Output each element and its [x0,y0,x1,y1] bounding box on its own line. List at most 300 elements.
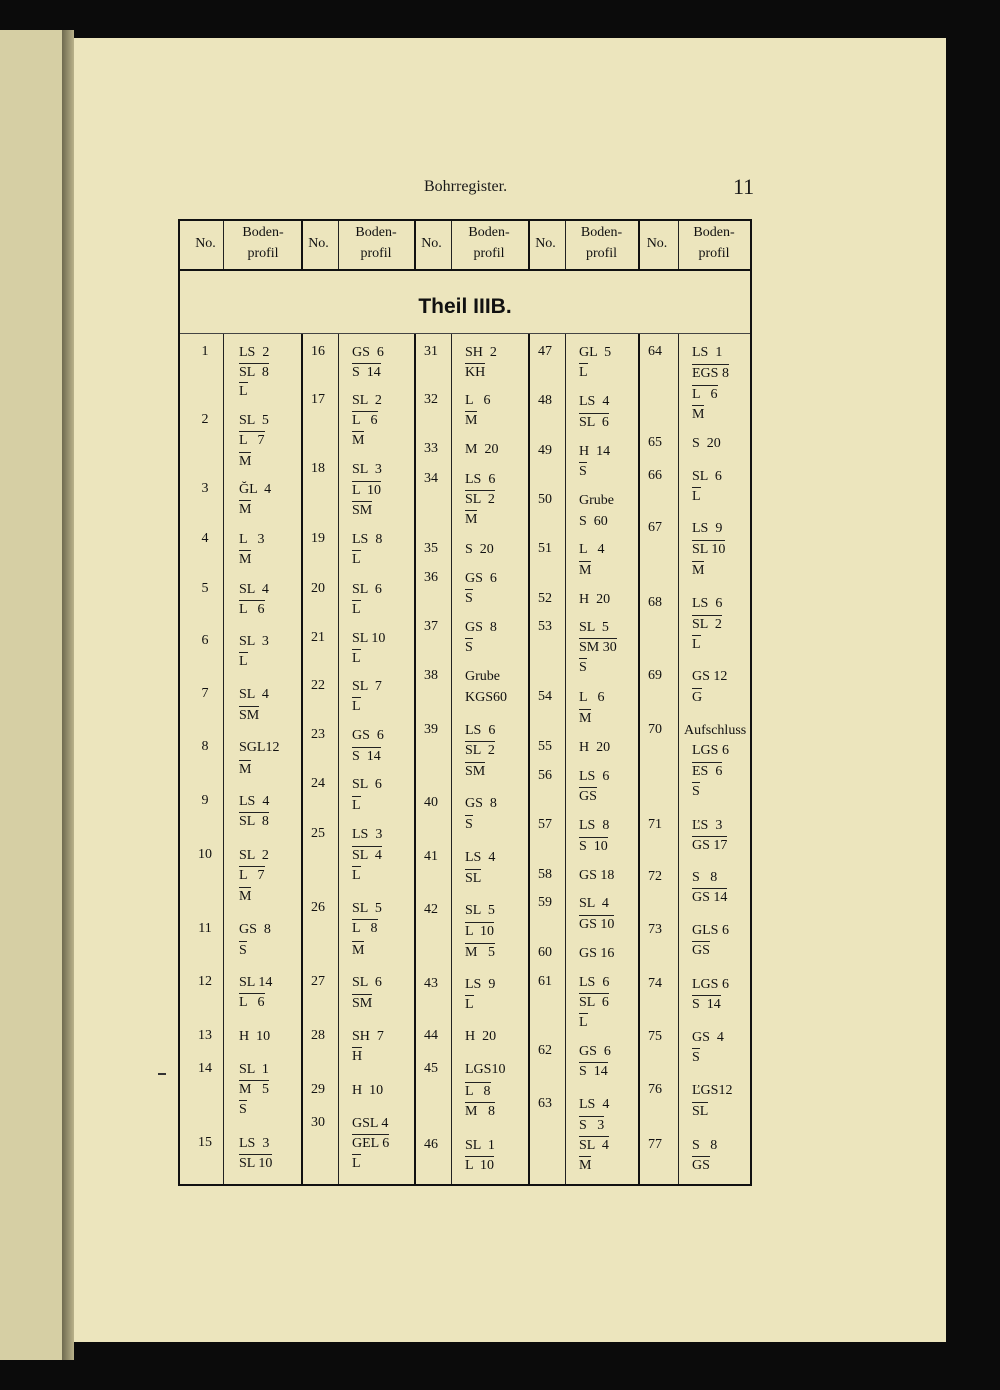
soil-profile-layer [692,762,722,780]
soil-profile-layer [465,589,473,607]
soil-code: GS 16 [579,946,615,961]
entry-number: 9 [201,793,209,808]
soil-code: ĞL 4 [239,482,272,497]
soil-code: SL 2 [465,743,495,758]
soil-profile-layer [692,688,702,706]
soil-profile-layer [239,580,269,598]
soil-code: LS 4 [239,794,270,809]
soil-code: S [239,943,247,958]
soil-profile-layer [579,1156,591,1174]
soil-profile-layer [465,1156,494,1174]
entry-number: 11 [198,921,212,936]
soil-code: LS 8 [579,818,610,833]
soil-code: GSL 4 [352,1116,389,1131]
soil-profile-layer [692,975,729,993]
soil-profile-layer [579,709,591,727]
entry-number: 13 [198,1028,212,1043]
soil-code: ĽGS12 [692,1083,733,1098]
soil-code: L 6 [465,393,491,408]
soil-profile-layer [692,594,722,612]
soil-profile-layer [352,1154,361,1172]
soil-code: G [692,690,703,705]
entry-number: 72 [648,869,662,884]
soil-profile-layer [692,364,729,382]
entry-number: 31 [424,344,438,359]
soil-code: L 6 [239,995,265,1010]
soil-code: GS 6 [579,1044,611,1059]
soil-profile-layer [692,816,722,834]
entry-number: 56 [538,768,552,783]
soil-profile-layer [579,590,610,608]
soil-profile-layer [352,501,372,519]
soil-profile-layer [352,530,382,548]
soil-profile-layer [239,1134,269,1152]
soil-code: SL 8 [239,814,269,829]
soil-profile-layer [579,413,609,431]
soil-code: KH [465,365,486,380]
soil-code: M [465,512,478,527]
soil-code: M [465,413,478,428]
entry-number: 19 [311,531,325,546]
soil-profile-layer [465,721,495,739]
soil-code: M [239,552,252,567]
soil-profile-layer [352,460,382,478]
soil-code: SL 6 [352,975,382,990]
soil-code: SL 10 [239,1156,273,1171]
book-gutter [62,30,74,1360]
soil-profile-layer [239,363,269,381]
soil-profile-layer [579,658,587,676]
soil-profile-layer [465,618,497,636]
soil-code: LS 4 [579,394,610,409]
soil-profile-layer [692,1028,724,1046]
soil-code: GS [692,943,710,958]
soil-code: GS 18 [579,868,615,883]
soil-profile-layer [579,944,614,962]
soil-code: H 20 [579,592,611,607]
entry-number: 33 [424,441,438,456]
soil-code: L [465,997,474,1012]
soil-profile-layer [239,866,265,884]
soil-profile-layer [352,697,361,715]
soil-code: S 10 [579,839,608,854]
entry-number: 28 [311,1028,325,1043]
entry-number: 1 [201,344,209,359]
section-title: Theil IIIB. [418,295,512,318]
soil-code: S [579,464,587,479]
soil-code: L 6 [239,602,265,617]
soil-profile-layer [352,1047,362,1065]
soil-profile-layer [684,721,746,739]
soil-code: SL 5 [239,413,269,428]
header-profile-line2: profil [360,246,392,261]
soil-code: LS 8 [352,532,383,547]
soil-profile-layer [239,792,269,810]
soil-code: SL 4 [239,687,269,702]
soil-code: S 20 [692,436,721,451]
entry-number: 34 [424,471,438,486]
entry-number: 18 [311,461,325,476]
soil-code: SL 6 [352,777,382,792]
soil-profile-layer [692,519,722,537]
soil-code: L 8 [465,1084,491,1099]
soil-code: H 10 [239,1029,271,1044]
soil-code: LS 1 [692,345,723,360]
header-no: No. [308,236,329,251]
soil-code: L [352,552,361,567]
soil-code: H 14 [579,444,611,459]
soil-code: GS 10 [579,917,615,932]
soil-profile-layer [239,1100,247,1118]
entry-number: 22 [311,678,325,693]
soil-profile-layer [239,1027,270,1045]
soil-profile-layer [579,561,591,579]
soil-profile-layer [239,993,265,1011]
entry-number: 10 [198,847,212,862]
soil-profile-layer [692,1081,732,1099]
soil-profile-layer [352,649,361,667]
soil-profile-layer [692,1048,700,1066]
facing-page-edge [0,30,65,1360]
soil-code: SL 4 [579,1138,609,1153]
soil-code: LS 3 [352,827,383,842]
entry-number: 17 [311,392,325,407]
entry-number: 41 [424,849,438,864]
soil-code: SL 1 [239,1062,269,1077]
soil-profile-layer [352,941,364,959]
entry-number: 7 [201,686,209,701]
soil-profile-layer [239,411,269,429]
soil-code: SL 4 [579,896,609,911]
entry-number: 26 [311,900,325,915]
soil-code: SL 10 [352,631,386,646]
soil-code: SH 2 [465,345,497,360]
soil-code: S 14 [579,1064,608,1079]
soil-code: S 60 [579,514,608,529]
soil-profile-layer [465,848,495,866]
header-profile-line2: profil [473,246,505,261]
soil-code: M 5 [465,945,495,960]
soil-code: S 8 [692,870,718,885]
soil-profile-layer [239,382,248,400]
soil-profile-layer [465,1136,495,1154]
soil-profile-layer [465,391,491,409]
soil-profile-layer [692,1136,717,1154]
soil-profile-layer [352,796,361,814]
soil-code: SL 2 [465,492,495,507]
header-rule [180,333,750,334]
soil-code: M 8 [465,1104,495,1119]
soil-profile-layer [692,615,722,633]
soil-profile-layer [352,919,378,937]
soil-code: LGS 6 [692,743,729,758]
soil-code: S [692,784,700,799]
column-divider [638,334,640,1184]
soil-code: H 20 [465,1029,497,1044]
soil-profile-layer [579,363,588,381]
page-number: 11 [733,174,755,199]
soil-profile-layer [579,1116,604,1134]
soil-profile-layer [579,688,605,706]
entry-number: 61 [538,974,552,989]
entry-number: 20 [311,581,325,596]
header-profile-line1: Boden- [693,225,735,240]
soil-code: L [239,654,248,669]
soil-code: SL 8 [239,365,269,380]
soil-code: LS 9 [465,977,496,992]
soil-code: SL 6 [352,582,382,597]
header-profile-line2: profil [698,246,730,261]
entry-number: 67 [648,520,662,535]
soil-code: SL [465,871,482,886]
soil-code: M 20 [465,442,499,457]
soil-code: SL 2 [352,393,382,408]
soil-code: L [352,699,361,714]
entry-number: 32 [424,392,438,407]
entry-number: 65 [648,435,662,450]
entry-number: 51 [538,541,552,556]
soil-code: M [692,563,705,578]
column-divider [338,334,339,1184]
soil-profile-layer [692,385,718,403]
soil-profile-layer [692,434,721,452]
soil-profile-layer [579,973,609,991]
soil-code: L 3 [239,532,265,547]
entry-number: 54 [538,689,552,704]
entry-number: 76 [648,1082,662,1097]
entry-number: 70 [648,722,662,737]
soil-profile-layer [239,941,247,959]
soil-code: L 7 [239,868,265,883]
soil-profile-layer [239,452,251,470]
soil-code: L [352,1156,361,1171]
soil-code: M [579,1158,592,1173]
soil-code: S [239,1102,247,1117]
entry-number: 71 [648,817,662,832]
soil-code: L [692,637,701,652]
soil-profile-layer [692,741,729,759]
soil-profile-layer [579,1062,608,1080]
entry-number: 77 [648,1137,662,1152]
soil-code: H [352,1049,363,1064]
column-divider [451,334,452,1184]
soil-profile-layer [692,782,700,800]
soil-profile-layer [692,343,722,361]
entry-number: 64 [648,344,662,359]
soil-profile-layer [692,888,727,906]
soil-code: SL 2 [692,617,722,632]
soil-profile-layer [352,431,364,449]
soil-code: LGS10 [465,1062,506,1077]
soil-profile-layer [239,500,251,518]
entry-number: 4 [201,531,209,546]
soil-code: M [239,502,252,517]
soil-code: M [579,563,592,578]
soil-profile-layer [239,812,269,830]
soil-code: GS [579,789,597,804]
soil-profile-layer [239,652,248,670]
soil-code: S 14 [352,749,381,764]
soil-code: LS 6 [465,472,496,487]
soil-code: GS 12 [692,669,728,684]
entry-number: 75 [648,1029,662,1044]
soil-profile-layer [352,600,361,618]
soil-code: S 20 [465,542,494,557]
soil-profile-layer [579,1136,609,1154]
entry-number: 40 [424,795,438,810]
entry-number: 50 [538,492,552,507]
soil-profile-layer [465,869,481,887]
soil-code: SM [239,708,260,723]
soil-code: S 3 [579,1118,605,1133]
soil-profile-layer [579,894,609,912]
soil-code: GS 8 [465,620,497,635]
soil-profile-layer [692,868,717,886]
column-divider [565,334,566,1184]
entry-number: 68 [648,595,662,610]
soil-profile-layer [465,540,494,558]
soil-profile-layer [465,794,497,812]
soil-code: SL 5 [352,901,382,916]
soil-code: GLS 6 [692,923,729,938]
soil-profile-layer [239,431,265,449]
soil-code: GS 6 [352,345,384,360]
soil-code: ĽS 3 [692,818,723,833]
soil-profile-layer [239,600,265,618]
entry-number: 12 [198,974,212,989]
soil-profile-layer [465,688,507,706]
soil-code: LGS 6 [692,977,729,992]
soil-code: L 6 [352,413,378,428]
soil-profile-layer [352,825,382,843]
soil-code: SGL12 [239,740,280,755]
soil-profile-layer [692,836,727,854]
entry-number: 23 [311,727,325,742]
header-no: No. [646,236,668,251]
soil-code: SL 1 [465,1138,495,1153]
soil-code: EGS 8 [692,366,729,381]
soil-profile-layer [465,943,495,961]
soil-profile-layer [465,995,474,1013]
entry-number: 25 [311,826,325,841]
column-divider [223,334,224,1184]
soil-profile-layer [579,1013,588,1031]
soil-profile-layer [579,837,608,855]
soil-code: SM [352,996,373,1011]
entry-number: 14 [198,1061,212,1076]
soil-profile-layer [352,994,372,1012]
soil-profile-layer [579,512,608,530]
soil-profile-layer [692,1102,708,1120]
header-rule [180,269,750,271]
entry-number: 36 [424,570,438,585]
soil-profile-layer [692,487,701,505]
entry-number: 38 [424,668,438,683]
soil-profile-layer [352,1114,388,1132]
soil-profile-layer [352,899,382,917]
soil-code: M [239,454,252,469]
entry-number: 66 [648,468,662,483]
entry-number: 42 [424,902,438,917]
entry-number: 59 [538,895,552,910]
soil-profile-layer [465,510,477,528]
soil-code: L 10 [465,924,495,939]
soil-code: Grube [465,669,500,684]
soil-profile-layer [239,738,279,756]
soil-profile-layer [579,392,609,410]
soil-profile-layer [579,1042,611,1060]
entry-number: 15 [198,1135,212,1150]
entry-number: 45 [424,1061,438,1076]
header-no: No. [195,236,216,251]
soil-code: LS 6 [465,723,496,738]
soil-code: SL 6 [579,415,609,430]
soil-code: SL 3 [352,462,382,477]
soil-code: S 8 [692,1138,718,1153]
entry-number: 57 [538,817,552,832]
margin-mark [158,1073,166,1075]
column-divider [678,334,679,1184]
soil-profile-layer [352,726,384,744]
soil-code: L [579,365,588,380]
soil-code: SM 30 [579,640,617,655]
soil-code: KGS60 [465,690,508,705]
soil-code: GS 6 [352,728,384,743]
soil-profile-layer [239,480,271,498]
soil-profile-layer [579,638,617,656]
bore-register-table [178,219,752,1186]
soil-profile-layer [352,481,381,499]
soil-code: SL 7 [352,679,382,694]
column-divider [414,334,416,1184]
entry-number: 73 [648,922,662,937]
soil-profile-layer [465,411,477,429]
soil-code: LS 6 [579,975,610,990]
soil-code: SL 10 [692,542,726,557]
soil-profile-layer [692,995,721,1013]
soil-profile-layer [465,762,485,780]
soil-profile-layer [579,787,597,805]
entry-number: 52 [538,591,552,606]
soil-profile-layer [352,343,384,361]
soil-code: LS 4 [465,850,496,865]
soil-profile-layer [352,411,378,429]
soil-profile-layer [239,343,269,361]
soil-code: Aufschluss [684,723,747,738]
soil-code: SM [465,764,486,779]
soil-code: SL 4 [352,848,382,863]
entry-number: 74 [648,976,662,991]
soil-code: M 5 [239,1082,269,1097]
entry-number: 60 [538,945,552,960]
soil-profile-layer [352,866,361,884]
soil-profile-layer [465,741,495,759]
entry-number: 24 [311,776,325,791]
soil-profile-layer [692,941,710,959]
soil-code: L [579,1015,588,1030]
entry-number: 5 [201,581,209,596]
soil-profile-layer [579,343,611,361]
running-header: Bohrregister. [424,178,508,195]
soil-code: S [465,591,473,606]
entry-number: 2 [201,412,209,427]
entry-number: 27 [311,974,325,989]
soil-code: SL 2 [239,848,269,863]
soil-profile-layer [352,1081,383,1099]
soil-profile-layer [465,470,495,488]
entry-number: 47 [538,344,552,359]
soil-profile-layer [352,363,381,381]
